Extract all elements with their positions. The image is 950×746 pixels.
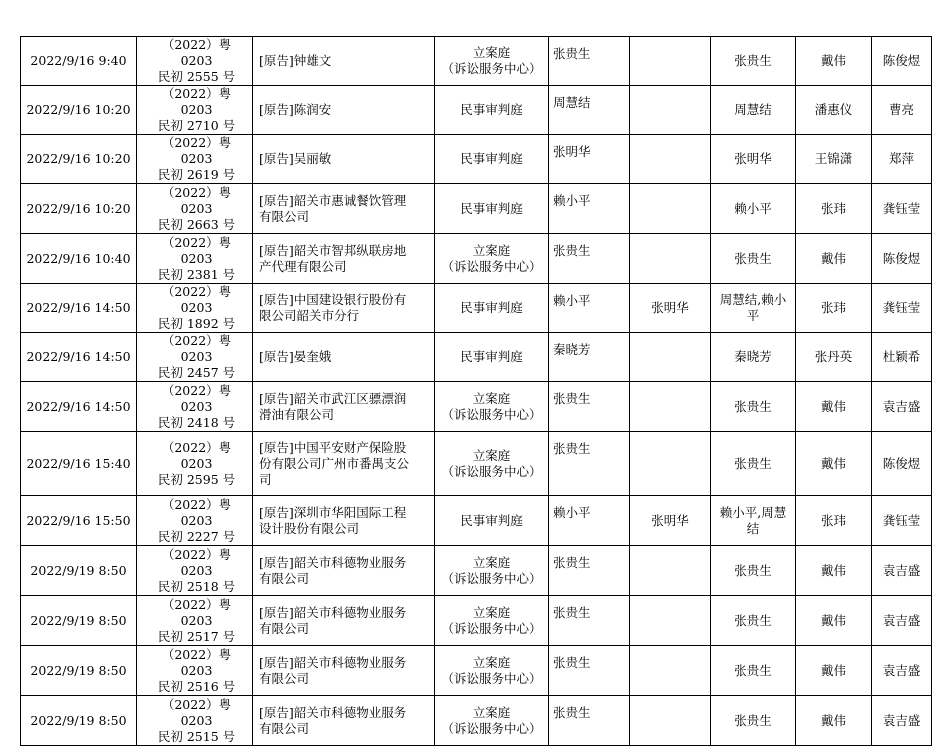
case-number-cell: （2022）粤 0203 民初 1892 号 (137, 284, 253, 333)
party-cell: [原告]吴丽敏 (253, 135, 435, 184)
hearing-time-cell: 2022/9/16 14:50 (21, 333, 137, 382)
hearing-time-cell: 2022/9/16 15:50 (21, 496, 137, 546)
assistant-cell: 陈俊煜 (872, 37, 932, 86)
case-number-cell: （2022）粤 0203 民初 2227 号 (137, 496, 253, 546)
panel-cell: 张贵生 (711, 596, 796, 646)
tribunal-cell: 立案庭 （诉讼服务中心） (435, 432, 549, 496)
clerk-cell: 张玮 (796, 284, 872, 333)
party-cell: [原告]中国平安财产保险股 份有限公司广州市番禺支公 司 (253, 432, 435, 496)
panel-cell: 秦晓芳 (711, 333, 796, 382)
tribunal-cell: 立案庭 （诉讼服务中心） (435, 37, 549, 86)
table-row (21, 596, 932, 646)
clerk-cell: 张玮 (796, 496, 872, 546)
hearing-time-cell: 2022/9/16 14:50 (21, 382, 137, 432)
case-number-cell: （2022）粤 0203 民初 2515 号 (137, 696, 253, 746)
presiding-judge-cell: 张贵生 (549, 696, 630, 746)
clerk-cell: 戴伟 (796, 234, 872, 284)
tribunal-cell: 民事审判庭 (435, 496, 549, 546)
panel-cell: 张贵生 (711, 546, 796, 596)
clerk-cell: 张玮 (796, 184, 872, 234)
presiding-judge-cell: 张贵生 (549, 646, 630, 696)
hearing-time-cell: 2022/9/16 15:40 (21, 432, 137, 496)
case-number-cell: （2022）粤 0203 民初 2516 号 (137, 646, 253, 696)
table-row (21, 646, 932, 696)
case-number-cell: （2022）粤 0203 民初 2418 号 (137, 382, 253, 432)
hearing-time-cell: 2022/9/19 8:50 (21, 596, 137, 646)
party-cell: [原告]韶关市科德物业服务 有限公司 (253, 546, 435, 596)
panel-cell: 张贵生 (711, 37, 796, 86)
presiding-judge-cell: 张贵生 (549, 596, 630, 646)
assistant-cell: 郑萍 (872, 135, 932, 184)
clerk-cell: 戴伟 (796, 382, 872, 432)
tribunal-cell: 立案庭 （诉讼服务中心） (435, 546, 549, 596)
panel-member-cell (630, 234, 711, 284)
hearing-time-cell: 2022/9/19 8:50 (21, 646, 137, 696)
party-cell: [原告]韶关市智邦纵联房地 产代理有限公司 (253, 234, 435, 284)
assistant-cell: 袁吉盛 (872, 596, 932, 646)
panel-cell: 周慧结,赖小平 (711, 284, 796, 333)
tribunal-cell: 民事审判庭 (435, 284, 549, 333)
party-cell: [原告]钟雄文 (253, 37, 435, 86)
clerk-cell: 戴伟 (796, 546, 872, 596)
table-row (21, 696, 932, 746)
tribunal-cell: 立案庭 （诉讼服务中心） (435, 234, 549, 284)
assistant-cell: 袁吉盛 (872, 382, 932, 432)
party-cell: [原告]韶关市科德物业服务 有限公司 (253, 646, 435, 696)
panel-member-cell (630, 546, 711, 596)
table-row (21, 135, 932, 184)
clerk-cell: 王锦潇 (796, 135, 872, 184)
panel-member-cell (630, 596, 711, 646)
presiding-judge-cell: 赖小平 (549, 284, 630, 333)
panel-member-cell (630, 432, 711, 496)
panel-cell: 赖小平 (711, 184, 796, 234)
clerk-cell: 戴伟 (796, 696, 872, 746)
panel-member-cell: 张明华 (630, 496, 711, 546)
presiding-judge-cell: 赖小平 (549, 496, 630, 546)
assistant-cell: 杜颖希 (872, 333, 932, 382)
clerk-cell: 张丹英 (796, 333, 872, 382)
hearing-time-cell: 2022/9/16 10:20 (21, 86, 137, 135)
hearing-schedule-table (20, 36, 932, 746)
panel-member-cell (630, 382, 711, 432)
table-row (21, 333, 932, 382)
tribunal-cell: 民事审判庭 (435, 184, 549, 234)
case-number-cell: （2022）粤 0203 民初 2381 号 (137, 234, 253, 284)
tribunal-cell: 立案庭 （诉讼服务中心） (435, 596, 549, 646)
party-cell: [原告]韶关市武江区骠漂润 滑油有限公司 (253, 382, 435, 432)
tribunal-cell: 民事审判庭 (435, 86, 549, 135)
case-number-cell: （2022）粤 0203 民初 2663 号 (137, 184, 253, 234)
panel-cell: 张贵生 (711, 432, 796, 496)
assistant-cell: 袁吉盛 (872, 546, 932, 596)
party-cell: [原告]韶关市科德物业服务 有限公司 (253, 696, 435, 746)
assistant-cell: 陈俊煜 (872, 234, 932, 284)
clerk-cell: 潘惠仪 (796, 86, 872, 135)
party-cell: [原告]中国建设银行股份有 限公司韶关市分行 (253, 284, 435, 333)
presiding-judge-cell: 张贵生 (549, 432, 630, 496)
party-cell: [原告]深圳市华阳国际工程 设计股份有限公司 (253, 496, 435, 546)
hearing-time-cell: 2022/9/16 10:20 (21, 135, 137, 184)
presiding-judge-cell: 张贵生 (549, 234, 630, 284)
assistant-cell: 龚钰莹 (872, 184, 932, 234)
table-row (21, 546, 932, 596)
table-row (21, 382, 932, 432)
case-number-cell: （2022）粤 0203 民初 2457 号 (137, 333, 253, 382)
table-row (21, 184, 932, 234)
presiding-judge-cell: 张贵生 (549, 37, 630, 86)
assistant-cell: 袁吉盛 (872, 696, 932, 746)
tribunal-cell: 民事审判庭 (435, 333, 549, 382)
table-row (21, 37, 932, 86)
panel-member-cell (630, 696, 711, 746)
presiding-judge-cell: 周慧结 (549, 86, 630, 135)
panel-member-cell (630, 184, 711, 234)
hearing-time-cell: 2022/9/16 9:40 (21, 37, 137, 86)
presiding-judge-cell: 张明华 (549, 135, 630, 184)
panel-member-cell (630, 37, 711, 86)
presiding-judge-cell: 秦晓芳 (549, 333, 630, 382)
party-cell: [原告]韶关市科德物业服务 有限公司 (253, 596, 435, 646)
hearing-time-cell: 2022/9/16 14:50 (21, 284, 137, 333)
presiding-judge-cell: 张贵生 (549, 546, 630, 596)
assistant-cell: 曹亮 (872, 86, 932, 135)
presiding-judge-cell: 张贵生 (549, 382, 630, 432)
panel-member-cell: 张明华 (630, 284, 711, 333)
tribunal-cell: 立案庭 （诉讼服务中心） (435, 382, 549, 432)
table-row (21, 284, 932, 333)
case-number-cell: （2022）粤 0203 民初 2595 号 (137, 432, 253, 496)
clerk-cell: 戴伟 (796, 646, 872, 696)
case-number-cell: （2022）粤 0203 民初 2710 号 (137, 86, 253, 135)
panel-cell: 周慧结 (711, 86, 796, 135)
table-row (21, 432, 932, 496)
table-row (21, 86, 932, 135)
table-row (21, 234, 932, 284)
party-cell: [原告]陈润安 (253, 86, 435, 135)
panel-member-cell (630, 646, 711, 696)
tribunal-cell: 民事审判庭 (435, 135, 549, 184)
case-number-cell: （2022）粤 0203 民初 2517 号 (137, 596, 253, 646)
panel-cell: 张明华 (711, 135, 796, 184)
clerk-cell: 戴伟 (796, 596, 872, 646)
panel-cell: 张贵生 (711, 382, 796, 432)
case-number-cell: （2022）粤 0203 民初 2518 号 (137, 546, 253, 596)
clerk-cell: 戴伟 (796, 432, 872, 496)
clerk-cell: 戴伟 (796, 37, 872, 86)
assistant-cell: 陈俊煜 (872, 432, 932, 496)
hearing-time-cell: 2022/9/19 8:50 (21, 546, 137, 596)
party-cell: [原告]晏奎娥 (253, 333, 435, 382)
tribunal-cell: 立案庭 （诉讼服务中心） (435, 646, 549, 696)
table-body (21, 37, 932, 746)
assistant-cell: 龚钰莹 (872, 496, 932, 546)
panel-member-cell (630, 135, 711, 184)
panel-cell: 赖小平,周慧结 (711, 496, 796, 546)
table-row (21, 496, 932, 546)
case-number-cell: （2022）粤 0203 民初 2555 号 (137, 37, 253, 86)
hearing-time-cell: 2022/9/16 10:40 (21, 234, 137, 284)
presiding-judge-cell: 赖小平 (549, 184, 630, 234)
case-number-cell: （2022）粤 0203 民初 2619 号 (137, 135, 253, 184)
assistant-cell: 龚钰莹 (872, 284, 932, 333)
panel-cell: 张贵生 (711, 696, 796, 746)
hearing-time-cell: 2022/9/19 8:50 (21, 696, 137, 746)
panel-cell: 张贵生 (711, 646, 796, 696)
tribunal-cell: 立案庭 （诉讼服务中心） (435, 696, 549, 746)
panel-cell: 张贵生 (711, 234, 796, 284)
panel-member-cell (630, 86, 711, 135)
hearing-time-cell: 2022/9/16 10:20 (21, 184, 137, 234)
assistant-cell: 袁吉盛 (872, 646, 932, 696)
panel-member-cell (630, 333, 711, 382)
party-cell: [原告]韶关市惠诚餐饮管理 有限公司 (253, 184, 435, 234)
